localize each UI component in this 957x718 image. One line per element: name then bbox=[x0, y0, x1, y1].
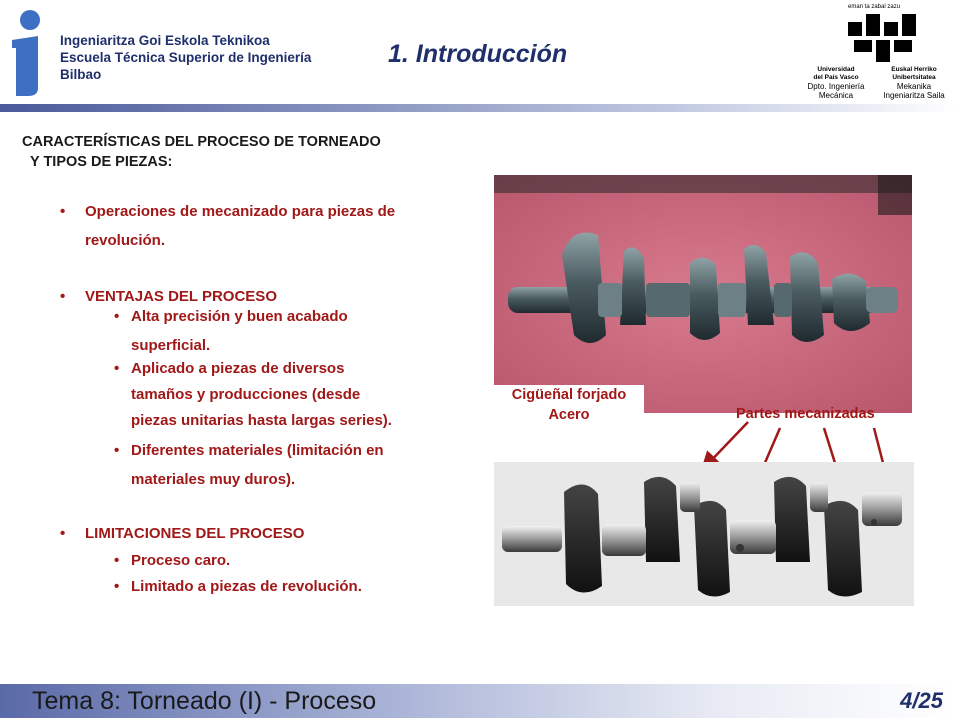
school-name-line: Escuela Técnica Superior de Ingeniería bbox=[60, 50, 312, 65]
render-caption: Partes mecanizadas bbox=[736, 406, 875, 422]
department-name-line: Dpto. Ingeniería bbox=[807, 82, 865, 91]
bullet-limitaciones bbox=[60, 519, 304, 548]
bullet-text: VENTAJAS DEL PROCESO bbox=[85, 288, 277, 305]
crankshaft-render-graphic bbox=[494, 462, 914, 606]
bullet-text: Limitado a piezas de revolución. bbox=[131, 578, 362, 595]
forged-crankshaft-photo bbox=[494, 175, 912, 413]
university-name-line: del País Vasco bbox=[813, 74, 859, 81]
bullet-text: Proceso caro. bbox=[131, 552, 231, 569]
bullet-text: tamaños y producciones (desde bbox=[131, 386, 361, 403]
bullet-text: superficial. bbox=[131, 337, 211, 354]
university-motto: eman ta zabal zazu bbox=[848, 4, 901, 10]
section-heading-line: CARACTERÍSTICAS DEL PROCESO DE TORNEADO bbox=[22, 134, 381, 150]
bullet-text: revolución. bbox=[85, 232, 166, 249]
department-name-line: Mecánica bbox=[818, 91, 854, 100]
university-emblem-icon bbox=[848, 14, 918, 64]
school-name-line: Bilbao bbox=[60, 67, 102, 82]
bullet-text: LIMITACIONES DEL PROCESO bbox=[85, 525, 305, 542]
header-divider bbox=[0, 104, 957, 112]
machined-crankshaft-render bbox=[494, 462, 914, 606]
bullet-dot-icon: • bbox=[114, 308, 120, 325]
bullet-dot-icon: • bbox=[114, 578, 120, 595]
bullet-ventaja-tamanos bbox=[114, 356, 392, 434]
footer-title: Tema 8: Torneado (I) - Proceso bbox=[32, 687, 377, 715]
bullet-ventaja-precision bbox=[114, 302, 348, 360]
bullet-text: Alta precisión y buen acabado bbox=[131, 308, 348, 325]
university-name-line: Universidad bbox=[817, 66, 855, 73]
department-name-line: Ingeniaritza Saila bbox=[883, 91, 945, 100]
page-number: 4/25 bbox=[900, 688, 943, 713]
slide-title: 1. Introducción bbox=[388, 40, 568, 68]
section-heading bbox=[22, 132, 381, 172]
bullet-limitacion-revolucion bbox=[114, 572, 362, 601]
school-name-line: Ingeniaritza Goi Eskola Teknikoa bbox=[60, 33, 270, 48]
school-logo bbox=[0, 0, 312, 104]
bullet-text: materiales muy duros). bbox=[131, 471, 296, 488]
photo-caption-line: Cigüeñal forjado bbox=[511, 387, 627, 403]
bullet-dot-icon: • bbox=[60, 203, 66, 220]
university-name-eu bbox=[874, 66, 954, 100]
photo-caption bbox=[494, 385, 644, 425]
bullet-text: Operaciones de mecanizado para piezas de bbox=[85, 203, 396, 220]
department-name-line: Mekanika bbox=[896, 82, 932, 91]
bullet-dot-icon: • bbox=[114, 360, 120, 377]
bullet-dot-icon: • bbox=[60, 525, 66, 542]
university-name-line: Unibertsitatea bbox=[892, 74, 936, 81]
university-name-line: Euskal Herriko bbox=[891, 66, 937, 73]
bullet-dot-icon: • bbox=[114, 442, 120, 459]
school-name bbox=[60, 32, 312, 83]
school-logo-mark-icon bbox=[8, 8, 52, 98]
slide-header bbox=[0, 0, 957, 112]
bullet-limitacion-caro bbox=[114, 546, 230, 575]
section-heading-line: Y TIPOS DE PIEZAS: bbox=[30, 154, 173, 170]
bullet-operaciones bbox=[60, 197, 395, 255]
crankshaft-photo-graphic bbox=[494, 175, 912, 413]
bullet-text: piezas unitarias hasta largas series). bbox=[131, 412, 392, 429]
bullet-text: Aplicado a piezas de diversos bbox=[131, 360, 345, 377]
bullet-ventaja-materiales bbox=[114, 436, 384, 494]
bullet-dot-icon: • bbox=[60, 288, 66, 305]
university-name-es bbox=[800, 66, 872, 100]
university-logo bbox=[800, 4, 955, 104]
photo-caption-line: Acero bbox=[548, 407, 590, 423]
bullet-text: Diferentes materiales (limitación en bbox=[131, 442, 384, 459]
bullet-dot-icon: • bbox=[114, 552, 120, 569]
